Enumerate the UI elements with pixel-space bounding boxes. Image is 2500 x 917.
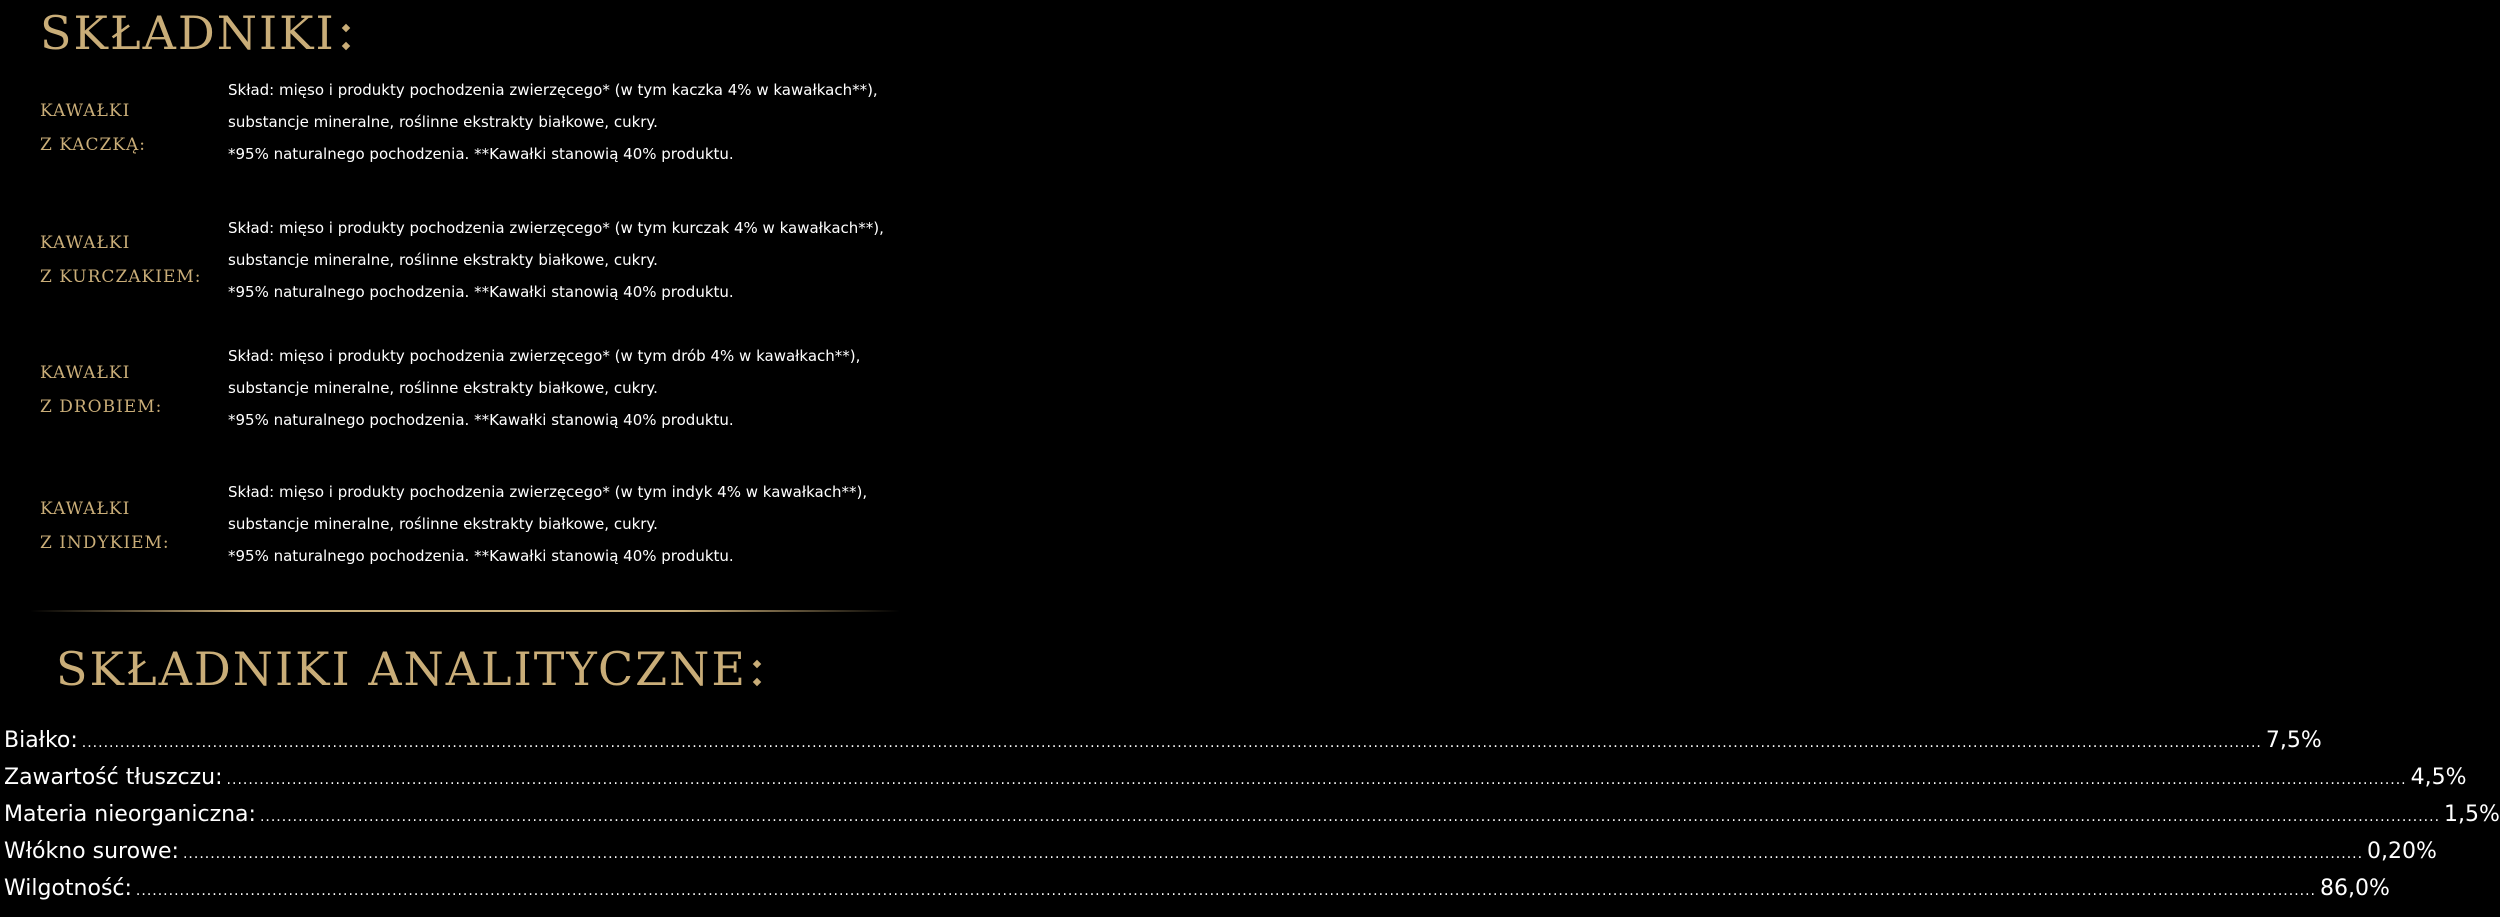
analytical-row-name: Włókno surowe: [4,839,179,864]
variant-label-line1: KAWAŁKI [40,499,131,519]
variant-label-line2: Z DROBIEM: [40,397,163,417]
composition-line: *95% naturalnego pochodzenia. **Kawałki stanowią 40% produktu. [228,145,734,163]
analytical-row [0,802,2500,839]
dot-leader: ................................................................................................................................................................................................................................................................................................................................................................................................................ [226,772,2407,788]
variant-block-duck [0,74,938,174]
variant-label-line1: KAWAŁKI [40,233,131,253]
composition-line: Skład: mięso i produkty pochodzenia zwierzęcego* (w tym indyk 4% w kawałkach**), [228,483,868,501]
dot-leader: ................................................................................................................................................................................................................................................................................................................................................................................................................ [182,846,2364,862]
variant-label [40,356,162,424]
composition-line: Skład: mięso i produkty pochodzenia zwierzęcego* (w tym kurczak 4% w kawałkach**), [228,219,884,237]
analytical-title [56,642,763,696]
analytical-row-value: 4,5% [2410,765,2467,790]
dot-leader: ................................................................................................................................................................................................................................................................................................................................................................................................................ [259,809,2441,825]
analytical-row [0,876,2390,913]
dot-leader: ................................................................................................................................................................................................................................................................................................................................................................................................................ [81,735,2262,751]
diamond-colon-icon [340,11,352,51]
analytical-row-value: 7,5% [2265,728,2322,753]
ingredients-title [40,6,352,60]
variant-label-line2: Z KURCZAKIEM: [40,267,202,287]
composition-line: Skład: mięso i produkty pochodzenia zwierzęcego* (w tym drób 4% w kawałkach**), [228,347,861,365]
composition-line: *95% naturalnego pochodzenia. **Kawałki stanowią 40% produktu. [228,411,734,429]
composition-line: substancje mineralne, roślinne ekstrakty białkowe, cukry. [228,515,658,533]
ingredients-title-text: SKŁADNIKI [40,6,336,60]
variant-block-chicken [0,212,938,312]
composition-line: *95% naturalnego pochodzenia. **Kawałki stanowią 40% produktu. [228,547,734,565]
gold-divider [30,610,900,612]
variant-composition [228,212,884,308]
analytical-row-name: Wilgotność: [4,876,132,901]
variant-block-turkey [0,476,938,576]
analytical-row-name: Materia nieorganiczna: [4,802,256,827]
variant-composition [228,476,867,572]
composition-line: *95% naturalnego pochodzenia. **Kawałki stanowią 40% produktu. [228,283,734,301]
composition-line: substancje mineralne, roślinne ekstrakty białkowe, cukry. [228,251,658,269]
variant-label-line1: KAWAŁKI [40,101,131,121]
analytical-row-name: Zawartość tłuszczu: [4,765,223,790]
analytical-row-value: 1,5% [2444,802,2500,827]
analytical-row [0,765,2467,802]
dot-leader: ................................................................................................................................................................................................................................................................................................................................................................................................................ [135,883,2316,899]
variant-label-line2: Z KACZKĄ: [40,135,147,155]
composition-line: substancje mineralne, roślinne ekstrakty białkowe, cukry. [228,379,658,397]
diamond-colon-icon [751,647,763,687]
variant-label-line2: Z INDYKIEM: [40,533,170,553]
variant-composition [228,74,878,170]
analytical-row [0,839,2437,876]
variant-label [40,94,146,162]
analytical-title-text: SKŁADNIKI ANALITYCZNE [56,642,747,696]
analytical-row [0,728,2322,765]
analytical-row-value: 0,20% [2367,839,2437,864]
variant-label-line1: KAWAŁKI [40,363,131,383]
composition-line: Skład: mięso i produkty pochodzenia zwierzęcego* (w tym kaczka 4% w kawałkach**), [228,81,878,99]
analytical-list [0,728,2500,913]
analytical-row-value: 86,0% [2320,876,2390,901]
variant-label [40,226,202,294]
variant-composition [228,340,860,436]
variant-block-poultry [0,340,938,440]
variant-label [40,492,170,560]
composition-line: substancje mineralne, roślinne ekstrakty białkowe, cukry. [228,113,658,131]
analytical-row-name: Białko: [4,728,78,753]
